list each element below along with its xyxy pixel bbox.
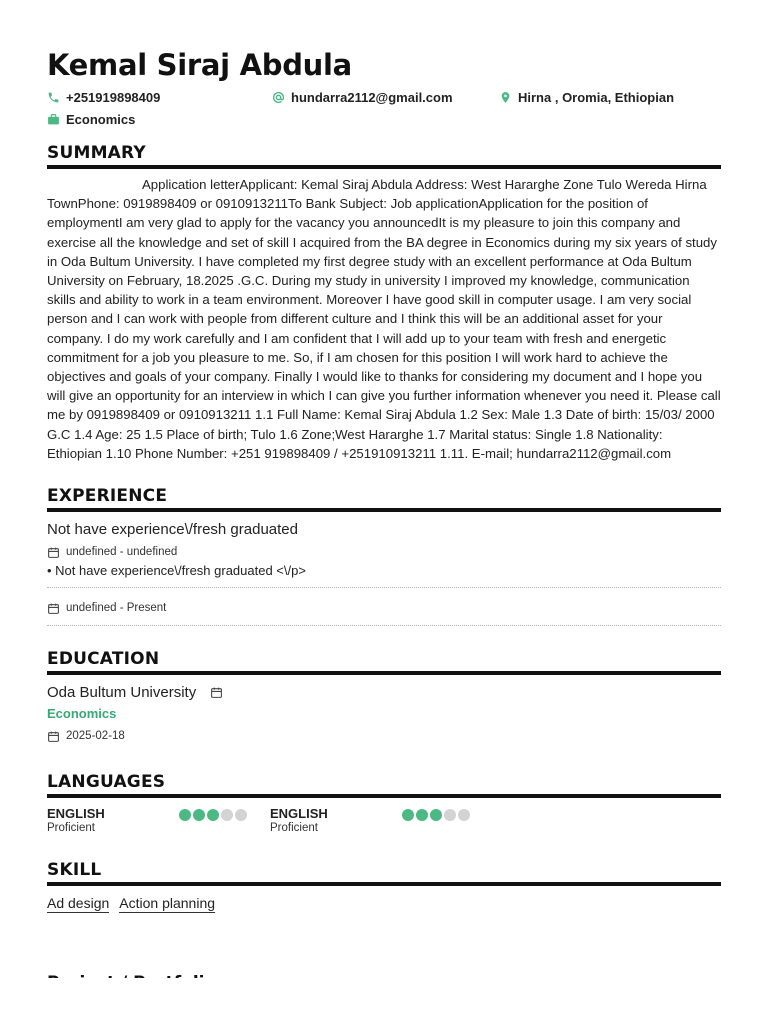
- rating-dot: [458, 809, 470, 821]
- email-text[interactable]: hundarra2112@gmail.com: [291, 89, 453, 105]
- contact-row: [47, 86, 721, 108]
- resume-content: [47, 46, 721, 913]
- experience-role: Not have experience\/fresh graduated: [47, 521, 298, 539]
- language-rating: [179, 809, 247, 821]
- education-date: 2025-02-18: [66, 730, 125, 743]
- rating-dot: [416, 809, 428, 821]
- calendar-icon: [210, 686, 223, 699]
- language-rating: [402, 809, 470, 821]
- languages-section: [47, 771, 721, 842]
- briefcase-icon: [47, 113, 60, 126]
- rating-dot: [430, 809, 442, 821]
- location-pin-icon: [499, 91, 512, 104]
- education-field: Economics: [47, 706, 117, 722]
- rating-dot: [193, 809, 205, 821]
- experience-item: [47, 601, 721, 626]
- language-item: [47, 806, 105, 835]
- summary-text: Application letterApplicant: Kemal Siraj Abdula Address: West Hararghe Zone Tulo Wereda Hirna TownPhone: 0919898409 or 0910913211To Bank Subject: Job applicationApplication for the position of employmentI am very glad to apply for the vacancy you announcedIt is my pleasure to join this company and exercise all the knowledge and set of skill I acquired from the BA degree in Economics during my six years of study in Oda Bultum University. I have completed my first degree study with an excellent performance at Oda Bultum University on February, 18.2025 .G.C. During my study in university I improved my knowledge, communication skills and ability to work in a team environment. Moreover I have good skill in computer usage. I am very social person and I can work with people from different culture and I think this will be an additional asset for your company. I do my work carefully and I am confident that I will add up to your team with fresh and energetic commitment for a job you pleasure to me. So, if I am chosen for this position I will work hard to achieve the objectives and goals of your company. Finally I would like to thanks for considering my document and I hope you will give an opportunity for an interview in which I can give you further information whenever you need it. Please call me by 0919898409 or 0910913211 1.1 Full Name: Kemal Siraj Abdula 1.2 Sex: Male 1.3 Date of birth: 15/03/ 2000 G.C 1.4 Age: 25 1.5 Place of birth; Tulo 1.6 Zone;West Hararghe 1.7 Marital status: Single 1.8 Nationality: Ethiopian 1.10 Phone Number: +251 919898409 / +251910913211 1.11. E-mail; hundarra2112@gmail.com: [47, 177, 721, 461]
- language-name: ENGLISH: [270, 806, 328, 822]
- experience-title: EXPERIENCE: [47, 485, 721, 512]
- language-item: [270, 806, 328, 835]
- experience-dates-row: [47, 601, 721, 615]
- rating-dot: [207, 809, 219, 821]
- calendar-icon: [47, 730, 60, 743]
- page-bottom-mask: [47, 978, 768, 1024]
- rating-dot: [402, 809, 414, 821]
- language-level: Proficient: [47, 822, 95, 835]
- language-level: Proficient: [270, 822, 318, 835]
- rating-dot: [235, 809, 247, 821]
- calendar-icon: [47, 602, 60, 615]
- skill-item: Action planning: [119, 895, 216, 912]
- resume-name: Kemal Siraj Abdula: [47, 48, 352, 82]
- education-school: Oda Bultum University: [47, 684, 197, 702]
- experience-dates: undefined - Present: [66, 602, 167, 615]
- at-icon: [272, 91, 285, 104]
- education-section: [47, 648, 721, 743]
- rating-dot: [221, 809, 233, 821]
- education-date-row: [47, 729, 721, 743]
- field-text: Economics: [66, 111, 136, 127]
- experience-dates-row: [47, 545, 721, 559]
- rating-dot: [179, 809, 191, 821]
- skill-item: Ad design: [47, 895, 110, 912]
- summary-section: [47, 142, 721, 463]
- phone-icon: [47, 91, 60, 104]
- skill-title: SKILL: [47, 859, 721, 886]
- calendar-icon: [47, 546, 60, 559]
- language-name: ENGLISH: [47, 806, 105, 822]
- contact-phone: [47, 86, 160, 108]
- summary-title: SUMMARY: [47, 142, 721, 169]
- skill-section: [47, 859, 721, 913]
- education-head: [47, 683, 721, 702]
- languages-title: LANGUAGES: [47, 771, 721, 798]
- skill-list: [47, 894, 721, 913]
- education-title: EDUCATION: [47, 648, 721, 675]
- languages-row: [47, 806, 721, 842]
- experience-section: [47, 485, 721, 626]
- experience-item: [47, 520, 721, 588]
- phone-text[interactable]: +251919898409: [66, 89, 161, 105]
- contact-field: [47, 108, 135, 130]
- field-row: [47, 108, 721, 130]
- rating-dot: [444, 809, 456, 821]
- contact-location: [499, 86, 674, 108]
- experience-dates: undefined - undefined: [66, 546, 178, 559]
- location-text: Hirna , Oromia, Ethiopian: [518, 89, 675, 105]
- contact-email: [272, 86, 453, 108]
- experience-bullet: • Not have experience\/fresh graduated <\/p>: [47, 563, 306, 579]
